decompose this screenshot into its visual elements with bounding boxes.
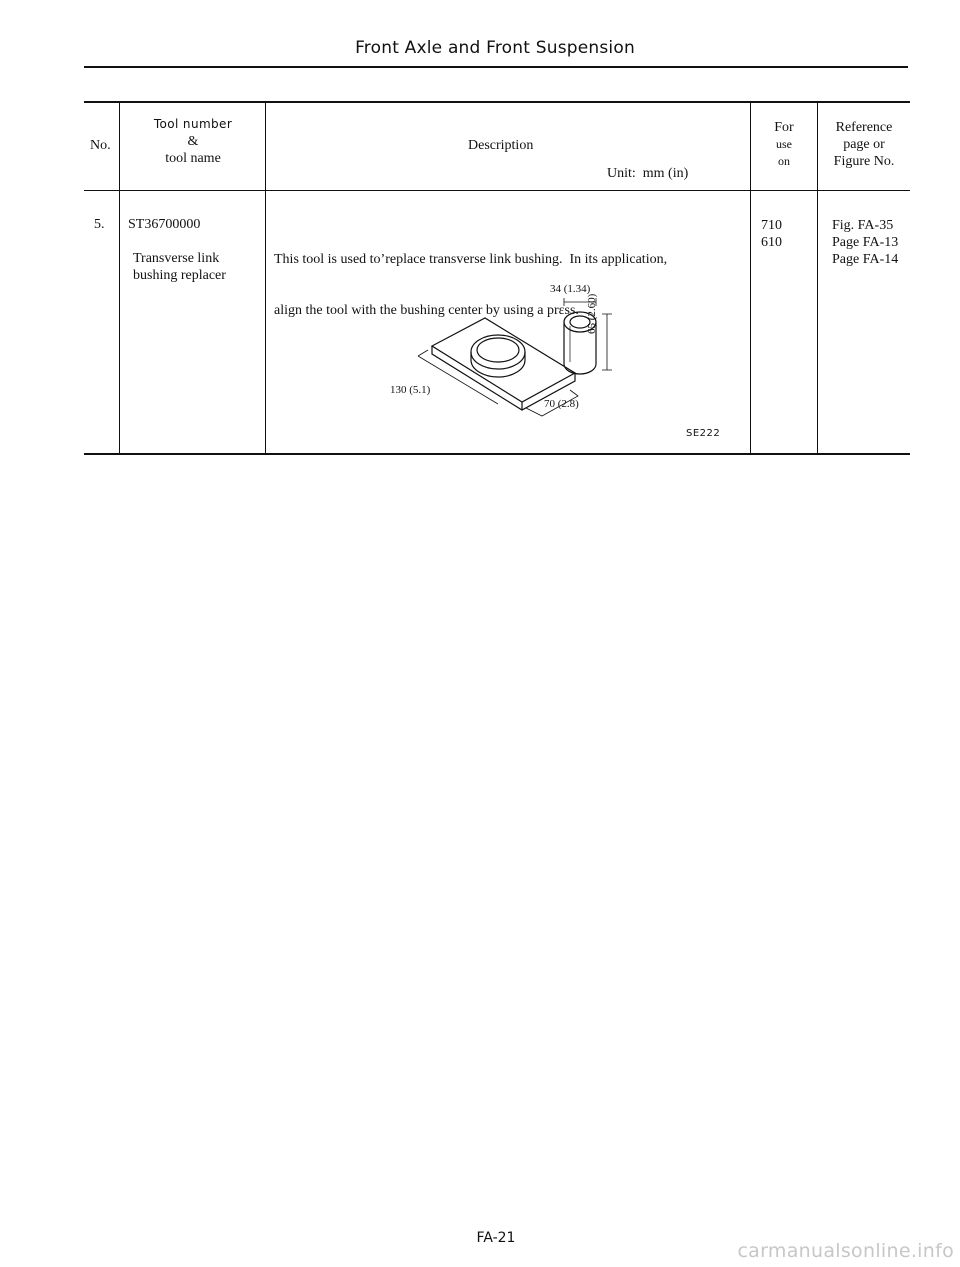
- row-tool-name-line2: bushing replacer: [133, 268, 226, 283]
- row-reference-line3: Page FA-14: [832, 252, 899, 267]
- page-title: Front Axle and Front Suspension: [355, 38, 635, 58]
- header-tool-number-line3: tool name: [165, 151, 221, 166]
- header-for-use-line2: use: [776, 137, 792, 151]
- header-reference-line2: page or: [843, 137, 885, 152]
- header-unit: Unit: mm (in): [607, 166, 689, 181]
- row-description-line1: This tool is used to’replace transverse link bushing. In its application,: [274, 252, 668, 267]
- tool-figure: [390, 278, 740, 448]
- table-top-rule: [84, 101, 910, 103]
- row-for-use: [761, 217, 782, 251]
- bushing-replacer-drawing: [390, 278, 740, 448]
- header-description: Description: [468, 138, 534, 153]
- dimension-length-label: 130 (5.1): [390, 384, 431, 396]
- figure-code: SE222: [686, 428, 721, 439]
- row-tool-name-line1: Transverse link: [133, 251, 220, 266]
- header-tool-number-line2: &: [187, 134, 199, 149]
- dimension-height-label: 65 (2.60): [586, 293, 598, 334]
- header-reference-line3: Figure No.: [833, 154, 895, 169]
- row-for-use-line1: 710: [761, 218, 782, 233]
- table-bottom-rule: [84, 453, 910, 455]
- row-no: 5.: [94, 217, 105, 232]
- header-no: No.: [90, 138, 111, 153]
- header-for-use-line3: on: [778, 154, 790, 168]
- header-for-use-line1: For: [774, 120, 794, 135]
- row-reference-line1: Fig. FA-35: [832, 218, 894, 233]
- header-reference-line1: Reference: [835, 120, 893, 135]
- header-tool-number-line1: Tool number: [153, 117, 233, 131]
- header-tool-number: [120, 116, 266, 167]
- header-reference: [818, 119, 910, 170]
- row-reference-line2: Page FA-13: [832, 235, 899, 250]
- watermark: carmanualsonline.info: [737, 1240, 954, 1262]
- row-tool-name: [133, 250, 226, 284]
- row-tool-number: ST36700000: [128, 217, 201, 232]
- table-header-rule: [84, 190, 910, 191]
- title-rule: [84, 66, 908, 68]
- row-description-line2: align the tool with the bushing center by using a prεss.: [274, 303, 579, 318]
- row-for-use-line2: 610: [761, 235, 782, 250]
- dimension-top-label: 34 (1.34): [550, 283, 591, 295]
- row-reference: [832, 217, 898, 268]
- header-for-use: [751, 119, 817, 170]
- page-number: FA-21: [476, 1230, 516, 1246]
- dimension-width-label: 70 (2.8): [544, 398, 579, 410]
